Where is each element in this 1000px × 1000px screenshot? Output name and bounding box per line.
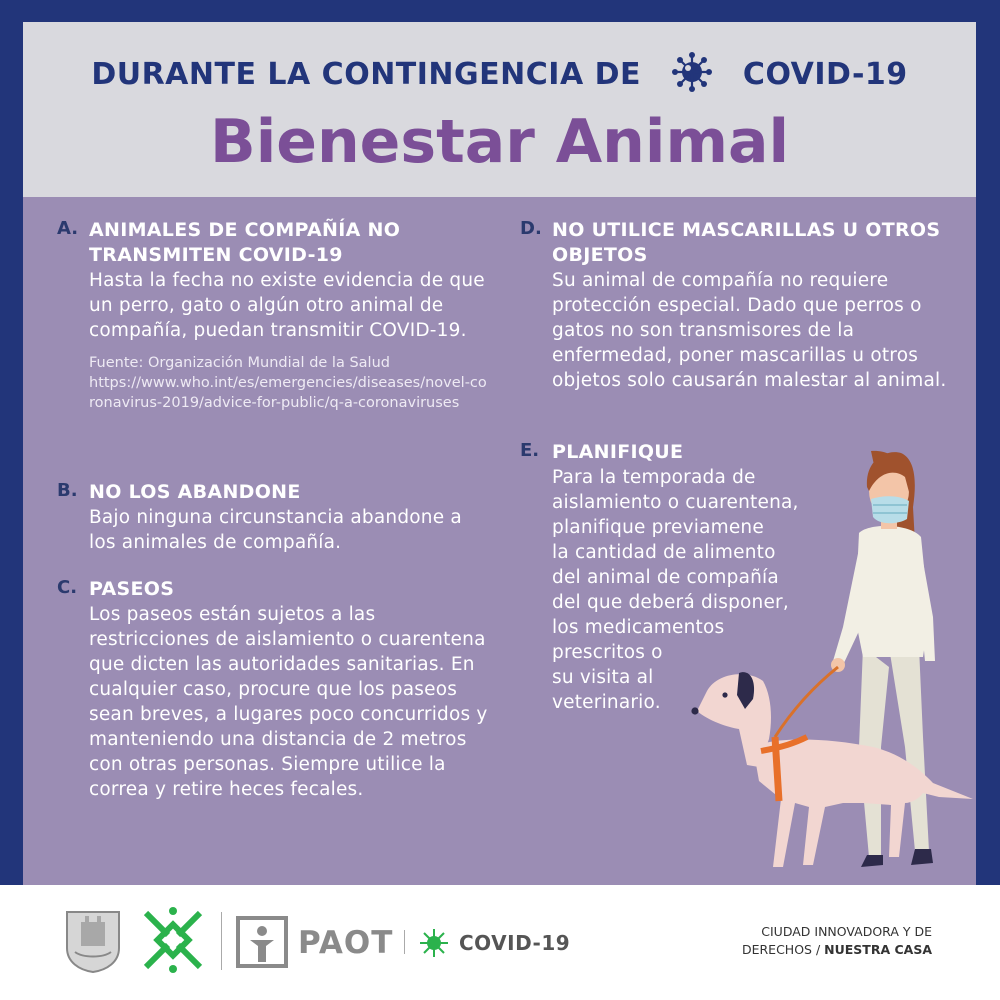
tagline-bold: NUESTRA CASA [824, 942, 932, 957]
section-title: ANIMALES DE COMPAÑÍA NO TRANSMITEN COVID-19 [89, 219, 401, 266]
section-title: NO UTILICE MASCARILLAS U OTROS OBJETOS [552, 219, 941, 266]
section-title: NO LOS ABANDONE [89, 481, 301, 503]
section-text: Para la temporada de aislamiento o cuarentena, planifique previamene la cantidad de alimento del animal de compañía del que deberá disponer, los medicamentos prescritos o su visita al veterinario. [552, 467, 799, 713]
section-letter: E. [520, 440, 540, 461]
tagline-line1: CIUDAD INNOVADORA Y DE [761, 924, 932, 939]
section-text: Los paseos están sujetos a las restricciones de aislamiento o cuarentena que dicten las autoridades sanitarias. En cualquier caso, procure que los paseos sean breves, a lugares poco concurridos y manteniendo una distancia de 2 metros con otras personas. Siempre utilice la correa y retire heces fecales. [89, 604, 488, 800]
cdmx-coat-of-arms [63, 908, 123, 974]
tagline-line2 [720, 942, 932, 957]
section-title: PLANIFIQUE [552, 441, 684, 463]
section-b [57, 480, 489, 555]
page-title: Bienestar Animal [209, 107, 790, 177]
tagline-regular: DERECHOS / [741, 942, 825, 957]
source-url: https://www.who.int/es/emergencies/diseases/novel-coronavirus-2019/advice-for-public/q-a-coronaviruses [89, 375, 487, 411]
section-c [57, 577, 489, 802]
source-label: Fuente: Organización Mundial de la Salud [89, 355, 390, 371]
section-text: Su animal de compañía no requiere protección especial. Dado que perros o gatos no son transmisores de la enfermedad, poner mascarillas u otros objetos solo causarán malestar al animal. [552, 270, 947, 391]
kicker-left: DURANTE LA CONTINGENCIA DE [91, 57, 642, 92]
section-d [520, 218, 952, 393]
section-a [57, 218, 489, 413]
covid-label: COVID-19 [459, 931, 571, 955]
header [23, 22, 976, 197]
content-panel [23, 197, 976, 885]
section-letter: D. [520, 218, 542, 239]
section-letter: B. [57, 480, 78, 501]
section-letter: A. [57, 218, 79, 239]
section-text: Hasta la fecha no existe evidencia de que un perro, gato o algún otro animal de compañía, puedan transmitir COVID-19. [89, 270, 485, 341]
virus-icon [666, 52, 718, 92]
section-title: PASEOS [89, 578, 175, 600]
footer-divider [404, 930, 405, 954]
woman-walking-dog-illustration [683, 447, 976, 885]
kicker-right: COVID-19 [742, 57, 908, 92]
paot-logo [236, 916, 288, 968]
section-text: Bajo ninguna circunstancia abandone a los animales de compañía. [89, 507, 462, 553]
kicker [23, 52, 976, 92]
cdmx-logo [138, 905, 208, 975]
virus-icon-green [418, 927, 450, 959]
paot-label: PAOT [298, 925, 394, 961]
section-letter: C. [57, 577, 78, 598]
source-citation [89, 353, 489, 413]
footer-divider [221, 912, 222, 970]
